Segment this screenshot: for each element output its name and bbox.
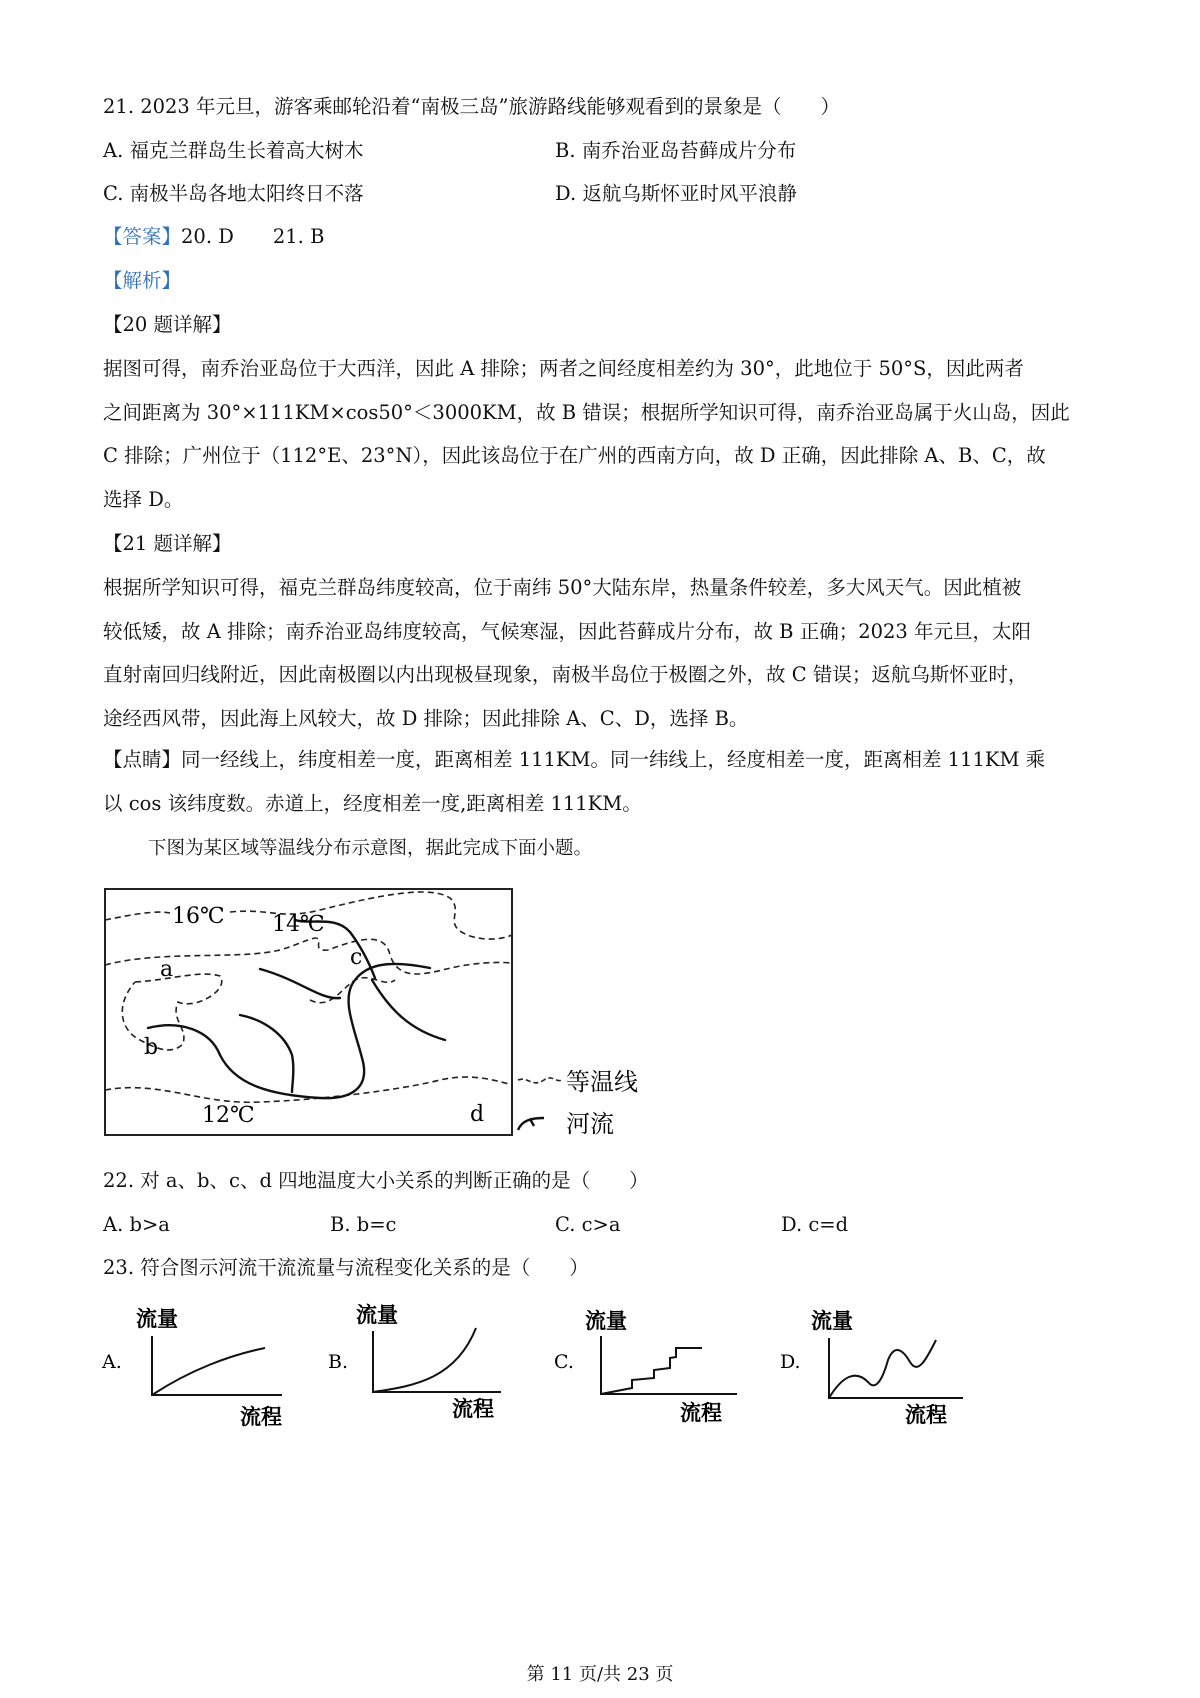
- legend-river-label: 河流: [566, 1110, 614, 1138]
- label-c: c: [350, 945, 363, 970]
- graph-d-axes: [829, 1338, 963, 1398]
- isotherm-16-left: [105, 912, 170, 920]
- d21-line: 较低矮，故 A 排除；南乔治亚岛纬度较高，气候寒湿，因此苔藓成片分布，故 B 正确；2023 年元旦，太阳: [103, 620, 1032, 643]
- label-16c: 16℃: [172, 904, 225, 929]
- graph-a-ylabel: 流量: [136, 1307, 178, 1331]
- isotherm-map: [100, 880, 660, 1140]
- q22-option-b: B. b=c: [330, 1213, 397, 1236]
- d20-line: 之间距离为 30°×111KM×cos50°＜3000KM，故 B 错误；根据所学知识可得，南乔治亚岛属于火山岛，因此: [103, 401, 1070, 424]
- graph-d-letter: D.: [780, 1351, 801, 1373]
- d20-heading: 【20 题详解】: [103, 313, 232, 336]
- graph-a: [100, 1300, 290, 1430]
- tip-line: 以 cos 该纬度数。赤道上，经度相差一度,距离相差 111KM。: [103, 792, 642, 815]
- graph-c-curve: [601, 1348, 702, 1394]
- tip-line: 【点睛】同一经线上，纬度相差一度，距离相差 111KM。同一纬线上，经度相差一度，距离相差 111KM 乘: [103, 748, 1046, 771]
- legend-isotherm-label: 等温线: [566, 1068, 638, 1096]
- river-main: [148, 964, 430, 1098]
- graph-b-letter: B.: [328, 1351, 349, 1373]
- graph-a-curve: [152, 1348, 265, 1395]
- q23-stem: 23. 符合图示河流干流流量与流程变化关系的是（ ）: [103, 1256, 589, 1279]
- graph-d-xlabel: 流程: [905, 1403, 947, 1427]
- d20-line: 据图可得，南乔治亚岛位于大西洋，因此 A 排除；两者之间经度相差约为 30°，此地位于 50°S，因此两者: [103, 357, 1024, 380]
- label-d: d: [470, 1102, 485, 1127]
- graph-c: [552, 1300, 752, 1430]
- legend-river-symbol: [518, 1118, 544, 1130]
- river-tributary-3: [240, 1015, 293, 1092]
- graph-b-xlabel: 流程: [452, 1397, 494, 1421]
- d21-heading: 【21 题详解】: [103, 532, 232, 555]
- graph-b-axes: [373, 1331, 501, 1392]
- graph-a-letter: A.: [102, 1351, 122, 1373]
- answer-text: 20. D 21. B: [181, 225, 325, 248]
- q21-stem: 21. 2023 年元旦，游客乘邮轮沿着“南极三岛”旅游路线能够观看到的景象是（ ）: [103, 95, 840, 118]
- graph-a-xlabel: 流程: [240, 1405, 282, 1429]
- label-a: a: [160, 957, 174, 982]
- answer-label: 【答案】: [103, 225, 182, 248]
- graph-d: [778, 1300, 978, 1430]
- answer-line: [103, 222, 324, 252]
- graph-c-xlabel: 流程: [680, 1401, 722, 1425]
- graph-a-axes: [152, 1336, 282, 1395]
- q21-option-a: A. 福克兰群岛生长着高大树木: [103, 139, 364, 162]
- label-b: b: [144, 1035, 159, 1060]
- analysis-label: 【解析】: [103, 269, 182, 292]
- q22-option-a: A. b>a: [103, 1213, 170, 1236]
- graph-d-ylabel: 流量: [811, 1309, 853, 1333]
- d20-line: C 排除；广州位于（112°E、23°N），因此该岛位于在广州的西南方向，故 D 正确，因此排除 A、B、C，故: [103, 444, 1046, 467]
- graph-d-curve: [829, 1340, 936, 1398]
- graph-b-ylabel: 流量: [356, 1303, 398, 1327]
- river-system: [148, 920, 445, 1098]
- graph-c-letter: C.: [554, 1351, 574, 1373]
- label-14c: 14℃: [272, 912, 325, 937]
- legend-isotherm-symbol: [518, 1078, 562, 1083]
- d21-line: 根据所学知识可得，福克兰群岛纬度较高，位于南纬 50°大陆东岸，热量条件较差，多大风天气。因此植被: [103, 576, 1022, 599]
- page-footer: 第 11 页/共 23 页: [526, 1664, 674, 1685]
- d21-line: 直射南回归线附近，因此南极圈以内出现极昼现象，南极半岛位于极圈之外，故 C 错误；返航乌斯怀亚时，: [103, 663, 1028, 686]
- isotherm-12: [105, 1077, 512, 1102]
- d21-line: 途经西风带，因此海上风较大，故 D 排除；因此排除 A、C、D，选择 B。: [103, 707, 749, 730]
- river-tributary-1: [260, 969, 340, 998]
- figure-intro: 下图为某区域等温线分布示意图，据此完成下面小题。: [148, 838, 593, 859]
- q22-option-c: C. c>a: [555, 1213, 621, 1236]
- graph-c-ylabel: 流量: [585, 1309, 627, 1333]
- label-12c: 12℃: [202, 1103, 255, 1128]
- graph-b: [326, 1298, 516, 1428]
- d20-line: 选择 D。: [103, 488, 184, 511]
- q22-option-d: D. c=d: [781, 1213, 849, 1236]
- q21-option-d: D. 返航乌斯怀亚时风平浪静: [555, 182, 797, 205]
- q21-option-b: B. 南乔治亚岛苔藓成片分布: [555, 139, 797, 162]
- q22-stem: 22. 对 a、b、c、d 四地温度大小关系的判断正确的是（ ）: [103, 1169, 649, 1192]
- q21-option-c: C. 南极半岛各地太阳终日不落: [103, 182, 364, 205]
- graph-b-curve: [373, 1328, 476, 1392]
- river-tributary-4: [372, 980, 445, 1040]
